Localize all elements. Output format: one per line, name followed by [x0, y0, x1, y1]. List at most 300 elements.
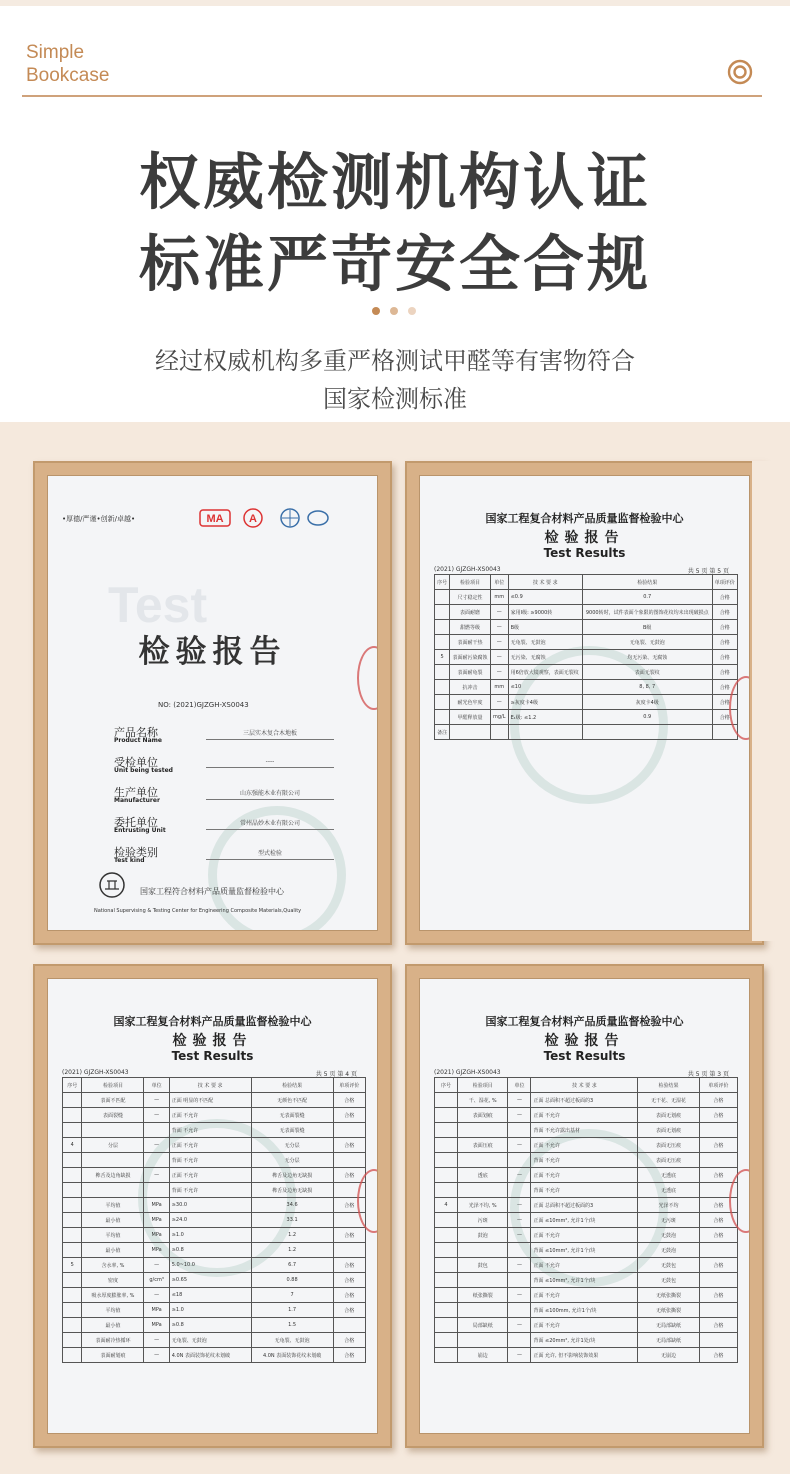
- table-cell: 最小值: [82, 1243, 144, 1258]
- issuing-organization-en: National Supervising & Testing Center for Engineering Composite Materials,Quality: [94, 908, 302, 914]
- table-cell: 表面划痕: [458, 1108, 508, 1123]
- table-cell: [699, 1243, 737, 1258]
- table-cell: 正面 不允许: [531, 1318, 638, 1333]
- table-row: [63, 1273, 366, 1288]
- table-cell: 表面耐冷热循环: [82, 1333, 144, 1348]
- table-cell: 正面 不允许: [531, 1168, 638, 1183]
- table-cell: 背面 ≤20mm², 允许1处/块: [531, 1333, 638, 1348]
- table-cell: [435, 1108, 458, 1123]
- table-cell: —: [508, 1213, 531, 1228]
- table-cell: 表面压痕: [458, 1138, 508, 1153]
- table-cell: 4: [63, 1138, 82, 1153]
- report-title: 检验报告: [544, 1033, 625, 1049]
- table-cell: [435, 1213, 458, 1228]
- table-cell: 合格: [712, 680, 737, 695]
- top-strip: [0, 0, 790, 6]
- page-indicator: 共 5 页 第 5 页: [687, 568, 729, 575]
- field-label-en: Test kind: [114, 857, 145, 864]
- table-cell: [699, 1123, 737, 1138]
- table-cell: [435, 1153, 458, 1168]
- table-cell: 分层: [82, 1138, 144, 1153]
- table-cell: [508, 1303, 531, 1318]
- table-row: [435, 725, 738, 740]
- table-cell: [63, 1243, 82, 1258]
- table-cell: [435, 665, 450, 680]
- headline-line-2: 标准严苛安全合规: [138, 229, 651, 300]
- table-cell: [63, 1348, 82, 1363]
- table-cell: 合格: [333, 1303, 365, 1318]
- table-cell: ≤10: [508, 680, 582, 695]
- table-cell: 无颜色不匹配: [251, 1093, 333, 1108]
- target-icon: [727, 59, 753, 85]
- field-label: 检验类别: [114, 846, 158, 859]
- table-cell: ≥1.0: [169, 1303, 251, 1318]
- table-row: [435, 695, 738, 710]
- table-cell: —: [490, 605, 508, 620]
- headline-line-1: 权威检测机构认证: [138, 147, 651, 218]
- brand-line-2: Bookcase: [26, 65, 110, 86]
- table-cell: 崩边: [458, 1348, 508, 1363]
- table-cell: 表面无划痕: [638, 1123, 699, 1138]
- table-cell: 鼓泡: [458, 1228, 508, 1243]
- divider: [22, 95, 762, 97]
- table-cell: [508, 1123, 531, 1138]
- field-value: 型式检验: [206, 848, 334, 860]
- field-label-en: Entrusting Unit: [114, 827, 166, 834]
- table-cell: 表面无裂纹: [582, 665, 712, 680]
- table-cell: 干、湿花, %: [458, 1093, 508, 1108]
- table-header-cell: 单位: [490, 575, 508, 590]
- table-cell: 4.0N 表面装饰花纹未划破: [251, 1348, 333, 1363]
- table-cell: [63, 1093, 82, 1108]
- table-row: [63, 1153, 366, 1168]
- certificate-frame-page-4: [33, 964, 392, 1448]
- table-cell: 0.88: [251, 1273, 333, 1288]
- field-value: 常州晶妙木业有限公司: [206, 818, 334, 830]
- table-cell: 无污染、无腐蚀: [508, 650, 582, 665]
- table-row: [435, 1123, 738, 1138]
- table-header-cell: 检验项目: [458, 1078, 508, 1093]
- table-cell: [435, 1123, 458, 1138]
- table-cell: 灰度卡4级: [582, 695, 712, 710]
- table-header-row: [63, 1078, 366, 1093]
- table-cell: —: [144, 1348, 169, 1363]
- table-cell: 正面 不允许: [531, 1108, 638, 1123]
- table-cell: ≤0.9: [508, 590, 582, 605]
- table-row: [435, 1153, 738, 1168]
- table-cell: 背面 不允许: [531, 1153, 638, 1168]
- table-row: [63, 1348, 366, 1363]
- table-cell: MPa: [144, 1213, 169, 1228]
- table-cell: [458, 1333, 508, 1348]
- table-row: [435, 1138, 738, 1153]
- table-cell: 合格: [699, 1258, 737, 1273]
- table-cell: 0.9: [582, 710, 712, 725]
- table-cell: 合格: [333, 1333, 365, 1348]
- cover-document: [47, 475, 378, 931]
- table-cell: 33.1: [251, 1213, 333, 1228]
- table-row: [435, 680, 738, 695]
- table-cell: 平均值: [82, 1303, 144, 1318]
- table-cell: —: [144, 1138, 169, 1153]
- table-cell: ≤18: [169, 1288, 251, 1303]
- table-cell: 合格: [699, 1228, 737, 1243]
- table-row: [435, 1288, 738, 1303]
- table-cell: 合格: [712, 710, 737, 725]
- certification-logos: [198, 506, 338, 536]
- table-cell: 背面 不允许: [169, 1123, 251, 1138]
- table-cell: [508, 1273, 531, 1288]
- table-cell: 无表面裂缝: [251, 1108, 333, 1123]
- table-cell: —: [508, 1168, 531, 1183]
- table-cell: —: [144, 1168, 169, 1183]
- field-label: 委托单位: [114, 816, 158, 829]
- table-cell: —: [508, 1093, 531, 1108]
- table-cell: [333, 1153, 365, 1168]
- table-row: [435, 1348, 738, 1363]
- table-cell: 正面 总面积不超过板面的3: [531, 1093, 638, 1108]
- table-cell: 正面 不允许: [169, 1138, 251, 1153]
- table-cell: 合格: [699, 1348, 737, 1363]
- report-org: 国家工程复合材料产品质量监督检验中心: [485, 512, 684, 525]
- table-cell: 合格: [712, 695, 737, 710]
- table-cell: 无局部缺纸: [638, 1333, 699, 1348]
- table-cell: —: [508, 1318, 531, 1333]
- table-cell: 1.2: [251, 1243, 333, 1258]
- table-cell: 合格: [712, 590, 737, 605]
- table-cell: [435, 1093, 458, 1108]
- table-row: [435, 1333, 738, 1348]
- table-row: [63, 1228, 366, 1243]
- table-cell: 表面不匹配: [82, 1093, 144, 1108]
- table-header-cell: 单位: [144, 1078, 169, 1093]
- table-row: [435, 1303, 738, 1318]
- table-row: [63, 1093, 366, 1108]
- table-header-cell: 技 术 要 求: [531, 1078, 638, 1093]
- table-cell: 甲醛释放量: [450, 710, 491, 725]
- table-cell: 合格: [712, 635, 737, 650]
- table-cell: [63, 1318, 82, 1333]
- table-cell: [508, 1333, 531, 1348]
- table-cell: 合格: [712, 650, 737, 665]
- table-header-cell: 序号: [435, 575, 450, 590]
- table-cell: [435, 1258, 458, 1273]
- table-cell: [699, 1273, 737, 1288]
- table-row: [435, 650, 738, 665]
- table-cell: [435, 695, 450, 710]
- table-cell: 合格: [333, 1288, 365, 1303]
- table-header-cell: 序号: [63, 1078, 82, 1093]
- table-cell: [82, 1183, 144, 1198]
- table-cell: 无分层: [251, 1153, 333, 1168]
- table-cell: 表面无压痕: [638, 1153, 699, 1168]
- certificate-frame-page-5: [405, 461, 764, 945]
- table-row: [435, 1168, 738, 1183]
- field-manufacturer: [114, 784, 374, 808]
- table-cell: [699, 1303, 737, 1318]
- table-cell: 榫舌及边角无缺损: [251, 1168, 333, 1183]
- table-cell: [458, 1183, 508, 1198]
- table-cell: 合格: [699, 1138, 737, 1153]
- table-cell: 4: [435, 1198, 458, 1213]
- table-cell: 5: [435, 650, 450, 665]
- table-cell: 无崩边: [638, 1348, 699, 1363]
- table-cell: [435, 1183, 458, 1198]
- table-cell: 表面无划痕: [638, 1108, 699, 1123]
- table-cell: 合格: [699, 1213, 737, 1228]
- table-cell: [490, 725, 508, 740]
- table-cell: [435, 1243, 458, 1258]
- table-cell: 1.2: [251, 1228, 333, 1243]
- issuing-organization: 国家工程符合材料产品质量监督检验中心: [140, 887, 284, 896]
- table-cell: [435, 1348, 458, 1363]
- report-document: [419, 475, 750, 931]
- table-cell: 背面 ≤10mm², 允许1个/块: [531, 1273, 638, 1288]
- table-cell: 合格: [699, 1168, 737, 1183]
- table-cell: 合格: [699, 1288, 737, 1303]
- table-cell: [582, 725, 712, 740]
- table-cell: 无鼓包: [638, 1258, 699, 1273]
- table-header-cell: 检验结果: [638, 1078, 699, 1093]
- table-row: [435, 1213, 738, 1228]
- table-cell: [435, 1168, 458, 1183]
- table-cell: 合格: [712, 665, 737, 680]
- table-cell: 光泽不均: [638, 1198, 699, 1213]
- table-cell: 正面 不允许: [169, 1168, 251, 1183]
- table-cell: 合格: [333, 1093, 365, 1108]
- table-cell: 密度: [82, 1273, 144, 1288]
- table-cell: [63, 1303, 82, 1318]
- table-cell: 均无污染、无腐蚀: [582, 650, 712, 665]
- table-cell: 无表面裂缝: [251, 1123, 333, 1138]
- cma-logo-text: MA: [206, 513, 224, 525]
- table-cell: 6.7: [251, 1258, 333, 1273]
- table-cell: [435, 605, 450, 620]
- table-row: [435, 1243, 738, 1258]
- table-row: [63, 1243, 366, 1258]
- results-table: [434, 1077, 738, 1363]
- table-cell: —: [490, 665, 508, 680]
- table-cell: —: [490, 620, 508, 635]
- subtitle-line-1: 经过权威机构多重严格测试甲醛等有害物符合: [155, 347, 635, 375]
- table-cell: 合格: [333, 1228, 365, 1243]
- table-cell: [508, 1183, 531, 1198]
- table-header-cell: 序号: [435, 1078, 458, 1093]
- table-cell: ≥1.0: [169, 1228, 251, 1243]
- table-cell: 无污斑: [638, 1213, 699, 1228]
- table-cell: 合格: [333, 1198, 365, 1213]
- table-cell: 背面 不允许: [169, 1183, 251, 1198]
- table-cell: 无鼓泡: [638, 1228, 699, 1243]
- table-cell: 9000转时，试件表面个象限的图饰花纹均未出现破损点: [582, 605, 712, 620]
- table-row: [435, 1093, 738, 1108]
- table-cell: [458, 1243, 508, 1258]
- table-cell: 表面耐污染腐蚀: [450, 650, 491, 665]
- table-cell: [435, 620, 450, 635]
- table-cell: 抗冲击: [450, 680, 491, 695]
- field-product-name: [114, 724, 374, 748]
- table-row: [435, 1108, 738, 1123]
- report-subtitle: Test Results: [543, 546, 626, 560]
- table-row: [63, 1303, 366, 1318]
- table-cell: MPa: [144, 1228, 169, 1243]
- table-cell: [82, 1123, 144, 1138]
- table-cell: [63, 1213, 82, 1228]
- field-unit-tested: [114, 754, 374, 778]
- table-cell: [63, 1108, 82, 1123]
- table-cell: 5.0~10.0: [169, 1258, 251, 1273]
- table-cell: 纸张撕裂: [458, 1288, 508, 1303]
- table-cell: 合格: [333, 1168, 365, 1183]
- brand-line-1: Simple: [26, 42, 85, 63]
- table-cell: 正面 ≤10mm², 允许1个/块: [531, 1213, 638, 1228]
- results-table: [62, 1077, 366, 1363]
- table-row: [63, 1288, 366, 1303]
- table-cell: [699, 1153, 737, 1168]
- table-cell: 4.0N 表面装饰花纹未划破: [169, 1348, 251, 1363]
- table-cell: [144, 1153, 169, 1168]
- dot-1: [372, 307, 380, 315]
- table-header-cell: 单项评价: [699, 1078, 737, 1093]
- table-cell: [508, 1153, 531, 1168]
- field-label-en: Product Name: [114, 737, 162, 744]
- table-cell: 正面 允许, 但不影响装饰效果: [531, 1348, 638, 1363]
- table-cell: [458, 1123, 508, 1138]
- table-row: [435, 1228, 738, 1243]
- table-cell: [333, 1123, 365, 1138]
- table-cell: [333, 1243, 365, 1258]
- table-row: [63, 1108, 366, 1123]
- table-cell: 最小值: [82, 1318, 144, 1333]
- table-cell: [435, 1138, 458, 1153]
- table-cell: 1.7: [251, 1303, 333, 1318]
- page-edge-mask: [752, 461, 790, 941]
- page-indicator: 共 5 页 第 3 页: [687, 1071, 729, 1078]
- table-cell: 正面 不允许: [531, 1228, 638, 1243]
- table-cell: 无龟裂、无鼓泡: [169, 1333, 251, 1348]
- report-document: [47, 978, 378, 1434]
- table-cell: 局部缺纸: [458, 1318, 508, 1333]
- table-cell: B级: [582, 620, 712, 635]
- table-cell: mg/L: [490, 710, 508, 725]
- table-header-cell: 检验项目: [82, 1078, 144, 1093]
- table-row: [63, 1168, 366, 1183]
- table-cell: 合格: [699, 1318, 737, 1333]
- table-cell: [63, 1228, 82, 1243]
- table-row: [435, 1318, 738, 1333]
- table-cell: [63, 1168, 82, 1183]
- report-number: NO: (2021)GJZGH-XS0043: [158, 701, 249, 709]
- table-cell: 榫舌及边角缺损: [82, 1168, 144, 1183]
- table-cell: ≥24.0: [169, 1213, 251, 1228]
- table-cell: 最小值: [82, 1213, 144, 1228]
- table-row: [435, 620, 738, 635]
- table-cell: 正面 总面积不超过板面的3: [531, 1198, 638, 1213]
- table-row: [435, 1273, 738, 1288]
- certificate-frame-cover: [33, 461, 392, 945]
- table-cell: 无纸张撕裂: [638, 1288, 699, 1303]
- table-cell: ≥0.8: [169, 1318, 251, 1333]
- table-cell: 光泽不均, %: [458, 1198, 508, 1213]
- table-cell: 无鼓包: [638, 1273, 699, 1288]
- table-cell: [333, 1318, 365, 1333]
- table-row: [63, 1333, 366, 1348]
- table-cell: [63, 1288, 82, 1303]
- table-row: [63, 1213, 366, 1228]
- table-row: [435, 590, 738, 605]
- table-row: [435, 1258, 738, 1273]
- table-cell: 表面耐干热: [450, 635, 491, 650]
- field-value: 三层实木复合木地板: [206, 728, 334, 740]
- table-cell: mm: [490, 680, 508, 695]
- table-header-cell: 单项评价: [333, 1078, 365, 1093]
- watermark-text: Test: [108, 577, 208, 633]
- table-row: [435, 710, 738, 725]
- table-cell: 含水率, %: [82, 1258, 144, 1273]
- table-cell: —: [508, 1228, 531, 1243]
- table-cell: 合格: [699, 1093, 737, 1108]
- table-cell: 合格: [333, 1258, 365, 1273]
- table-row: [63, 1123, 366, 1138]
- table-cell: —: [508, 1138, 531, 1153]
- table-cell: —: [144, 1108, 169, 1123]
- table-cell: [63, 1153, 82, 1168]
- table-header-row: [435, 575, 738, 590]
- table-cell: —: [508, 1108, 531, 1123]
- results-table: [434, 574, 738, 740]
- table-cell: 表面无压痕: [638, 1138, 699, 1153]
- table-header-cell: 技 术 要 求: [169, 1078, 251, 1093]
- table-row: [63, 1258, 366, 1273]
- table-row: [435, 635, 738, 650]
- table-cell: E₁级: ≤1.2: [508, 710, 582, 725]
- table-header-cell: 检验项目: [450, 575, 491, 590]
- table-cell: [63, 1198, 82, 1213]
- table-cell: [63, 1123, 82, 1138]
- table-cell: —: [144, 1258, 169, 1273]
- table-cell: —: [508, 1288, 531, 1303]
- table-cell: [435, 1228, 458, 1243]
- table-header-row: [435, 1078, 738, 1093]
- table-cell: 34.6: [251, 1198, 333, 1213]
- report-org: 国家工程复合材料产品质量监督检验中心: [113, 1015, 312, 1028]
- table-cell: 家用Ⅰ级: ≥9000转: [508, 605, 582, 620]
- cnas-logo-text: A: [249, 513, 257, 525]
- table-header-cell: 技 术 要 求: [508, 575, 582, 590]
- table-header-cell: 单位: [508, 1078, 531, 1093]
- table-cell: 平均值: [82, 1198, 144, 1213]
- table-cell: 合格: [712, 605, 737, 620]
- table-cell: 背面 不允许: [169, 1153, 251, 1168]
- report-number: (2021) GJZGH-XS0043: [434, 566, 501, 573]
- table-cell: 备注: [435, 725, 450, 740]
- field-label: 产品名称: [114, 726, 158, 739]
- table-header-cell: 单项评价: [712, 575, 737, 590]
- table-cell: 无透底: [638, 1183, 699, 1198]
- table-cell: [435, 680, 450, 695]
- table-cell: 无纸张撕裂: [638, 1303, 699, 1318]
- table-cell: —: [144, 1093, 169, 1108]
- report-document: [419, 978, 750, 1434]
- table-row: [63, 1183, 366, 1198]
- table-cell: 无局部缺纸: [638, 1318, 699, 1333]
- table-cell: 合格: [699, 1198, 737, 1213]
- table-cell: [699, 1333, 737, 1348]
- emblem-icon: [98, 871, 126, 899]
- table-cell: [508, 1243, 531, 1258]
- table-cell: [508, 725, 582, 740]
- table-cell: [458, 1303, 508, 1318]
